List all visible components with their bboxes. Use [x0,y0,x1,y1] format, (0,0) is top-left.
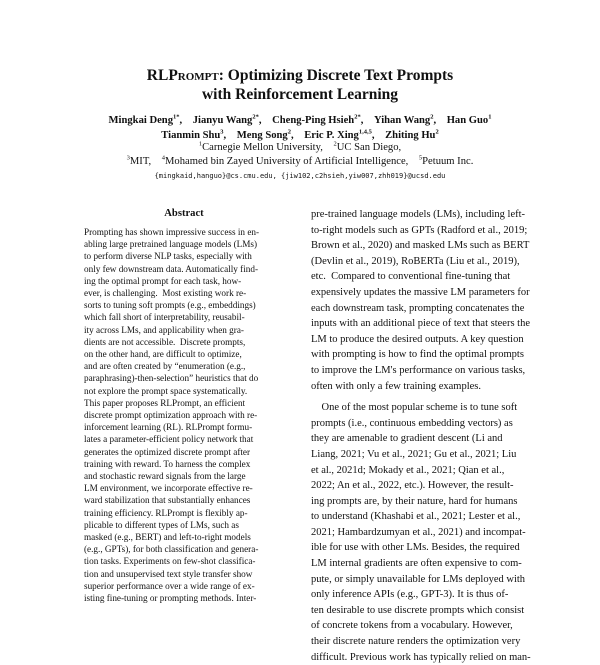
abstract-line: to perform diverse NLP tasks, especially with [84,251,252,262]
title-line-1 [0,66,600,85]
author-name: Cheng-Ping Hsieh [272,115,355,126]
body-line: Brown et al., 2020) and masked LMs such as BERT [311,240,530,252]
abstract-line: inforcement learning (RL). RLPrompt formu- [84,422,253,433]
affiliation-name: Petuum Inc. [422,156,474,167]
author-affiliation-mark: 2 [287,127,291,135]
body-line: inputs with an additional piece of text that steers the [311,318,530,330]
author-affiliation-mark: 1,4,5 [358,127,372,135]
affiliation-mark: 2 [333,140,337,148]
abstract-heading: Abstract [164,208,204,219]
affiliation-line-2 [40,155,560,169]
abstract-line: ever, is challenging. Most existing work re- [84,288,247,299]
author-line-1: Mingkai Deng$^{1*}$, Jianyu Wang$^{2*}$, Cheng-Ping Hsieh$^{2*}$, Yihan Wang$^2$, Han Guo$^1$ [108,113,492,126]
author-affiliation-mark: 2* [252,113,259,121]
abstract-line: on the other hand, are difficult to optimize, [84,349,242,360]
abstract-line: This paper proposes RLPrompt, an efficient [84,397,246,408]
body-line: their discrete nature renders the optimization very [311,636,521,648]
author-name: Jianyu Wang [192,115,253,126]
abstract-line: tion and unsupervised text style transfer show [84,568,253,579]
title-rest: : Optimizing Discrete Text Prompts [218,67,454,84]
affiliation-line-1 [40,141,560,155]
abstract-line: which fall short of interpretability, reusabil- [84,312,245,323]
abstract-line: not explore the prompt space systematically. [84,385,248,396]
body-line: prompts (i.e., continuous embedding vectors) as [311,417,513,429]
affiliation-mark: 3 [126,154,130,162]
body-line: they are amenable to gradient descent (Li and [311,433,503,445]
body-line: only inference APIs (e.g., GPT-3). It is thus of- [311,589,509,601]
abstract-line: ity across LMs, and applicability when gra- [84,324,244,335]
title-line-2: with Reinforcement Learning [201,86,399,103]
abstract-line: lates a parameter-efficient policy network that [84,434,254,445]
abstract-line: ward stabilization that substantially enhances [84,495,251,506]
abstract-line: and stochastic reward signals from the large [84,471,246,482]
author-affiliation-mark: 2 [435,127,439,135]
abstract-line: sorts to tuning soft prompts (e.g., embeddings) [84,300,256,311]
abstract-line: paraphrasing)-then-selection” heuristics that do [84,373,259,384]
abstract-line: generates the optimized discrete prompt after [84,446,251,457]
affiliation-mark: 4 [161,154,166,162]
abstract-line: superior performance over a wide range of ex- [84,580,255,591]
body-line: pute, or simply unavailable for LMs deployed with [311,573,526,585]
body-line: often with only a few training examples. [311,380,481,392]
abstract-line: Prompting has shown impressive success in en- [84,227,260,237]
abstract-line: dients are not accessible. Discrete prompts, [84,336,246,347]
body-line: ing prompts are, by their nature, hard for humans [311,495,518,507]
author-line-2: Tianmin Shu$^3$, Meng Song$^2$, Eric P. Xing$^{1,4,5}$, Zhiting Hu$^2$ [161,127,439,141]
body-line: expensively updates the massive LM parameters for [311,286,530,298]
body-line: et al., 2021d; Mokady et al., 2021; Qian et al., [311,464,505,476]
author-affiliation-mark: 1 [488,113,492,121]
author-name: Yihan Wang [373,115,431,126]
author-name: Zhiting Hu [385,129,436,141]
abstract-line: tion tasks. Experiments on few-shot classifica- [84,556,256,567]
abstract-line: isting fine-tuning or prompting methods. Inter- [84,593,257,604]
author-affiliation-mark: 1* [173,113,180,121]
affiliation-name: MIT, [129,156,152,167]
abstract-line: abling large pretrained language models (LMs) [84,239,258,250]
author-name: Han Guo [446,115,489,126]
author-name: Tianmin Shu [161,129,221,141]
body-line: 2021; Hambardzumyan et al., 2021) and incompat- [311,526,526,538]
author-name: Meng Song [236,129,288,141]
affiliation-mark: 1 [198,140,203,148]
author-affiliation-mark: 2* [354,113,361,121]
body-line: ible for use with other LMs. Besides, the required [311,542,520,554]
introduction-column [311,207,533,665]
abstract-line: training with reward. To harness the complex [84,458,251,469]
abstract-line: training efficiency. RLPrompt is flexibly ap- [84,507,248,518]
body-line: (Devlin et al., 2019), RoBERTa (Liu et al., 2019), [311,255,520,267]
body-line: pre-trained language models (LMs), including left- [311,209,526,220]
body-line: ten desirable to use discrete prompts which consist [311,604,525,616]
author-name: Eric P. Xing [304,129,359,141]
title-method-name: RLPrompt [146,67,219,84]
body-line: each downstream task, prompting concatenates the [311,302,525,314]
author-affiliation-mark: 3 [220,127,224,135]
abstract-line: plicable to different types of LMs, such as [84,519,239,530]
body-line: to improve the LM's performance on various tasks, [311,364,526,376]
author-affiliation-mark: 2 [430,113,434,121]
body-line: with prompting is how to find the optimal prompts [311,349,524,361]
affiliation-mark: 5 [418,154,423,162]
paper-title [0,66,600,104]
body-line: LM to produce the desired outputs. A key question [311,333,524,345]
body-line: One of the most popular scheme is to tune soft [311,402,518,414]
abstract-line: discrete prompt optimization approach with re- [84,410,258,421]
abstract-line: (e.g., GPTs), for both classification and genera- [84,544,259,555]
abstract-line: and are often created by “enumeration (e.g., [84,361,246,372]
body-line: of concrete tokens from a vocabulary. However, [311,620,513,632]
body-line: LM internal gradients are often expensive to com- [311,558,522,570]
affiliation-name: UC San Diego, [336,142,402,153]
author-name: Mingkai Deng [108,115,173,126]
abstract-line: LM environment, we incorporate effective re- [84,483,253,494]
body-line: Liang, 2021; Vu et al., 2021; Gu et al., 2021; Liu [311,448,517,460]
body-line: etc. Compared to conventional fine-tuning that [311,271,511,283]
affiliation-name: Mohamed bin Zayed University of Artificial Intelligence, [165,156,409,167]
body-line: to understand (Khashabi et al., 2021; Lester et al., [311,511,521,523]
body-line: to-right models such as GPTs (Radford et al., 2019; [311,224,528,236]
body-line: 2022; An et al., 2022, etc.). However, the result- [311,480,514,492]
body-line: difficult. Previous work has typically relied on man- [311,651,531,663]
abstract-line: ing the optimal prompt for each task, how- [84,275,242,286]
abstract-body [84,226,284,604]
abstract-line: only few downstream data. Automatically find- [84,263,259,274]
author-list [60,114,540,143]
affiliation-name: Carnegie Mellon University, [202,142,323,153]
author-emails: {mingkaid,hanguo}@cs.cmu.edu, {jiw102,c2hsieh,yiw007,zhh019}@ucsd.edu [154,172,446,180]
abstract-line: masked (e.g., BERT) and left-to-right models [84,532,251,543]
